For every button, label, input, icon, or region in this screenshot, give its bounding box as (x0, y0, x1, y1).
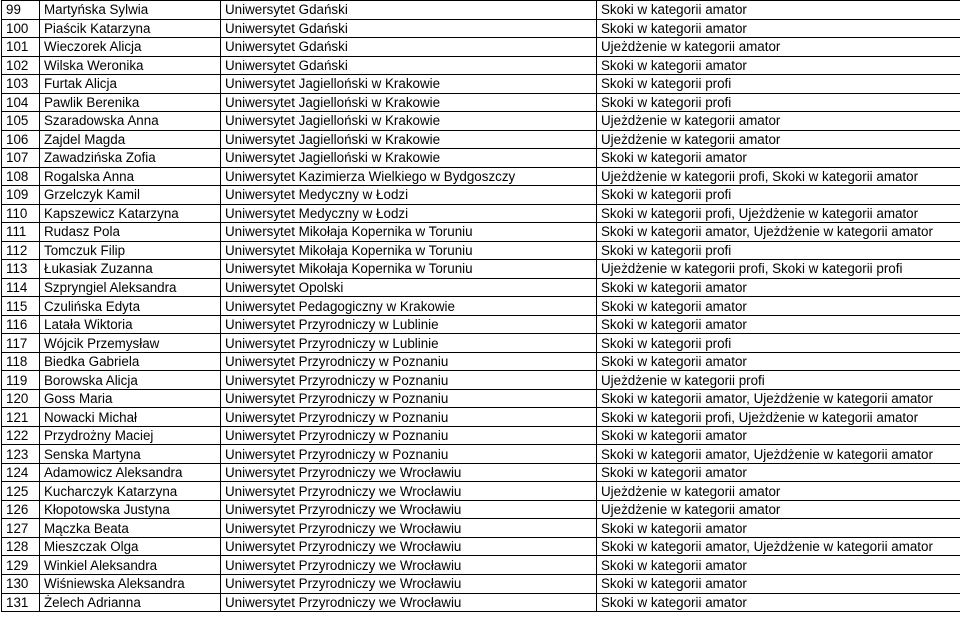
participant-name: Biedka Gabriela (40, 352, 221, 371)
university-name: Uniwersytet Przyrodniczy w Poznaniu (221, 445, 597, 464)
row-number: 100 (2, 19, 40, 38)
participant-name: Tomczuk Filip (40, 241, 221, 260)
competition-category: Skoki w kategorii amator, Ujeżdżenie w kategorii amator (597, 537, 960, 556)
table-row (2, 556, 960, 575)
university-name: Uniwersytet Przyrodniczy we Wrocławiu (221, 556, 597, 575)
table-row (2, 371, 960, 390)
participant-name: Szpryngiel Aleksandra (40, 278, 221, 297)
table-row (2, 38, 960, 57)
university-name: Uniwersytet Jagielloński w Krakowie (221, 130, 597, 149)
row-number: 112 (2, 241, 40, 260)
participant-name: Przydrożny Maciej (40, 426, 221, 445)
participant-name: Kucharczyk Katarzyna (40, 482, 221, 501)
participant-name: Grzelczyk Kamil (40, 186, 221, 205)
participant-name: Borowska Alicja (40, 371, 221, 390)
table-row (2, 297, 960, 316)
university-name: Uniwersytet Gdański (221, 56, 597, 75)
university-name: Uniwersytet Medyczny w Łodzi (221, 204, 597, 223)
row-number: 105 (2, 112, 40, 131)
competition-category: Skoki w kategorii amator (597, 315, 960, 334)
competition-category: Ujeżdżenie w kategorii amator (597, 112, 960, 131)
table-row (2, 130, 960, 149)
row-number: 120 (2, 389, 40, 408)
university-name: Uniwersytet Mikołaja Kopernika w Toruniu (221, 223, 597, 242)
competition-category: Skoki w kategorii amator (597, 19, 960, 38)
competition-category: Skoki w kategorii amator (597, 463, 960, 482)
row-number: 104 (2, 93, 40, 112)
competition-category: Skoki w kategorii amator, Ujeżdżenie w kategorii amator (597, 445, 960, 464)
competition-category: Skoki w kategorii profi (597, 93, 960, 112)
row-number: 114 (2, 278, 40, 297)
table-row (2, 223, 960, 242)
row-number: 129 (2, 556, 40, 575)
competition-category: Ujeżdżenie w kategorii profi (597, 371, 960, 390)
row-number: 126 (2, 500, 40, 519)
row-number: 110 (2, 204, 40, 223)
row-number: 99 (2, 1, 40, 20)
university-name: Uniwersytet Przyrodniczy w Poznaniu (221, 408, 597, 427)
table-row (2, 19, 960, 38)
university-name: Uniwersytet Jagielloński w Krakowie (221, 93, 597, 112)
competition-category: Skoki w kategorii amator (597, 56, 960, 75)
table-row (2, 445, 960, 464)
participant-name: Szaradowska Anna (40, 112, 221, 131)
university-name: Uniwersytet Przyrodniczy w Poznaniu (221, 389, 597, 408)
competition-category: Skoki w kategorii profi, Ujeżdżenie w kategorii amator (597, 204, 960, 223)
table-row (2, 352, 960, 371)
table-row (2, 519, 960, 538)
row-number: 119 (2, 371, 40, 390)
university-name: Uniwersytet Przyrodniczy we Wrocławiu (221, 537, 597, 556)
university-name: Uniwersytet Przyrodniczy we Wrocławiu (221, 482, 597, 501)
competition-category: Skoki w kategorii amator (597, 278, 960, 297)
table-row (2, 260, 960, 279)
competition-category: Skoki w kategorii amator, Ujeżdżenie w kategorii amator (597, 223, 960, 242)
competition-category: Skoki w kategorii profi (597, 334, 960, 353)
table-row (2, 1, 960, 20)
row-number: 118 (2, 352, 40, 371)
participant-name: Senska Martyna (40, 445, 221, 464)
row-number: 108 (2, 167, 40, 186)
table-row (2, 426, 960, 445)
row-number: 102 (2, 56, 40, 75)
row-number: 127 (2, 519, 40, 538)
university-name: Uniwersytet Przyrodniczy we Wrocławiu (221, 500, 597, 519)
university-name: Uniwersytet Przyrodniczy w Lublinie (221, 315, 597, 334)
participant-name: Adamowicz Aleksandra (40, 463, 221, 482)
university-name: Uniwersytet Mikołaja Kopernika w Toruniu (221, 260, 597, 279)
participant-name: Zajdel Magda (40, 130, 221, 149)
table-row (2, 149, 960, 168)
university-name: Uniwersytet Przyrodniczy we Wrocławiu (221, 463, 597, 482)
table-row (2, 93, 960, 112)
participant-name: Kapszewicz Katarzyna (40, 204, 221, 223)
row-number: 109 (2, 186, 40, 205)
competition-category: Skoki w kategorii amator (597, 352, 960, 371)
row-number: 124 (2, 463, 40, 482)
university-name: Uniwersytet Przyrodniczy w Poznaniu (221, 426, 597, 445)
participant-name: Latała Wiktoria (40, 315, 221, 334)
row-number: 131 (2, 593, 40, 612)
row-number: 115 (2, 297, 40, 316)
table-row (2, 537, 960, 556)
participant-name: Wieczorek Alicja (40, 38, 221, 57)
competition-category: Ujeżdżenie w kategorii amator (597, 482, 960, 501)
competition-category: Skoki w kategorii amator (597, 149, 960, 168)
participant-name: Czulińska Edyta (40, 297, 221, 316)
table-row (2, 241, 960, 260)
university-name: Uniwersytet Medyczny w Łodzi (221, 186, 597, 205)
row-number: 111 (2, 223, 40, 242)
table-row (2, 186, 960, 205)
row-number: 121 (2, 408, 40, 427)
competition-category: Skoki w kategorii amator (597, 1, 960, 20)
university-name: Uniwersytet Przyrodniczy w Lublinie (221, 334, 597, 353)
participant-name: Winkiel Aleksandra (40, 556, 221, 575)
university-name: Uniwersytet Opolski (221, 278, 597, 297)
competition-category: Skoki w kategorii amator (597, 574, 960, 593)
participant-name: Martyńska Sylwia (40, 1, 221, 20)
table-row (2, 315, 960, 334)
participant-name: Zawadzińska Zofia (40, 149, 221, 168)
university-name: Uniwersytet Przyrodniczy we Wrocławiu (221, 593, 597, 612)
table-row (2, 574, 960, 593)
row-number: 122 (2, 426, 40, 445)
university-name: Uniwersytet Pedagogiczny w Krakowie (221, 297, 597, 316)
participant-name: Wilska Weronika (40, 56, 221, 75)
participant-name: Nowacki Michał (40, 408, 221, 427)
university-name: Uniwersytet Przyrodniczy we Wrocławiu (221, 519, 597, 538)
university-name: Uniwersytet Przyrodniczy we Wrocławiu (221, 574, 597, 593)
participant-name: Rogalska Anna (40, 167, 221, 186)
university-name: Uniwersytet Kazimierza Wielkiego w Bydgoszczy (221, 167, 597, 186)
row-number: 117 (2, 334, 40, 353)
table-row (2, 500, 960, 519)
participant-name: Łukasiak Zuzanna (40, 260, 221, 279)
participant-name: Mączka Beata (40, 519, 221, 538)
competition-category: Skoki w kategorii profi (597, 186, 960, 205)
participants-table (1, 0, 960, 612)
university-name: Uniwersytet Jagielloński w Krakowie (221, 149, 597, 168)
row-number: 123 (2, 445, 40, 464)
university-name: Uniwersytet Gdański (221, 19, 597, 38)
table-row (2, 482, 960, 501)
table-row (2, 463, 960, 482)
table-row (2, 389, 960, 408)
competition-category: Skoki w kategorii profi (597, 75, 960, 94)
table-row (2, 408, 960, 427)
participant-name: Pawlik Berenika (40, 93, 221, 112)
participant-name: Mieszczak Olga (40, 537, 221, 556)
university-name: Uniwersytet Gdański (221, 38, 597, 57)
university-name: Uniwersytet Jagielloński w Krakowie (221, 75, 597, 94)
row-number: 116 (2, 315, 40, 334)
university-name: Uniwersytet Przyrodniczy w Poznaniu (221, 371, 597, 390)
table-row (2, 167, 960, 186)
university-name: Uniwersytet Przyrodniczy w Poznaniu (221, 352, 597, 371)
row-number: 125 (2, 482, 40, 501)
participant-name: Rudasz Pola (40, 223, 221, 242)
competition-category: Skoki w kategorii profi, Ujeżdżenie w kategorii amator (597, 408, 960, 427)
competition-category: Ujeżdżenie w kategorii profi, Skoki w kategorii amator (597, 167, 960, 186)
competition-category: Skoki w kategorii amator (597, 556, 960, 575)
competition-category: Skoki w kategorii amator (597, 593, 960, 612)
competition-category: Skoki w kategorii profi (597, 241, 960, 260)
row-number: 130 (2, 574, 40, 593)
table-row (2, 278, 960, 297)
competition-category: Skoki w kategorii amator (597, 426, 960, 445)
row-number: 103 (2, 75, 40, 94)
table-row (2, 75, 960, 94)
competition-category: Skoki w kategorii amator, Ujeżdżenie w kategorii amator (597, 389, 960, 408)
participant-name: Wójcik Przemysław (40, 334, 221, 353)
participant-name: Piaścik Katarzyna (40, 19, 221, 38)
row-number: 107 (2, 149, 40, 168)
competition-category: Skoki w kategorii amator (597, 297, 960, 316)
competition-category: Ujeżdżenie w kategorii amator (597, 38, 960, 57)
university-name: Uniwersytet Mikołaja Kopernika w Toruniu (221, 241, 597, 260)
participant-name: Goss Maria (40, 389, 221, 408)
participant-name: Furtak Alicja (40, 75, 221, 94)
university-name: Uniwersytet Gdański (221, 1, 597, 20)
competition-category: Skoki w kategorii amator (597, 519, 960, 538)
competition-category: Ujeżdżenie w kategorii amator (597, 130, 960, 149)
row-number: 106 (2, 130, 40, 149)
table-row (2, 112, 960, 131)
participant-name: Żelech Adrianna (40, 593, 221, 612)
table-row (2, 593, 960, 612)
row-number: 113 (2, 260, 40, 279)
university-name: Uniwersytet Jagielloński w Krakowie (221, 112, 597, 131)
table-row (2, 334, 960, 353)
table-row (2, 204, 960, 223)
participant-name: Kłopotowska Justyna (40, 500, 221, 519)
competition-category: Ujeżdżenie w kategorii profi, Skoki w kategorii profi (597, 260, 960, 279)
competition-category: Ujeżdżenie w kategorii amator (597, 500, 960, 519)
row-number: 128 (2, 537, 40, 556)
table-row (2, 56, 960, 75)
participant-name: Wiśniewska Aleksandra (40, 574, 221, 593)
participants-table-body (2, 1, 960, 612)
row-number: 101 (2, 38, 40, 57)
